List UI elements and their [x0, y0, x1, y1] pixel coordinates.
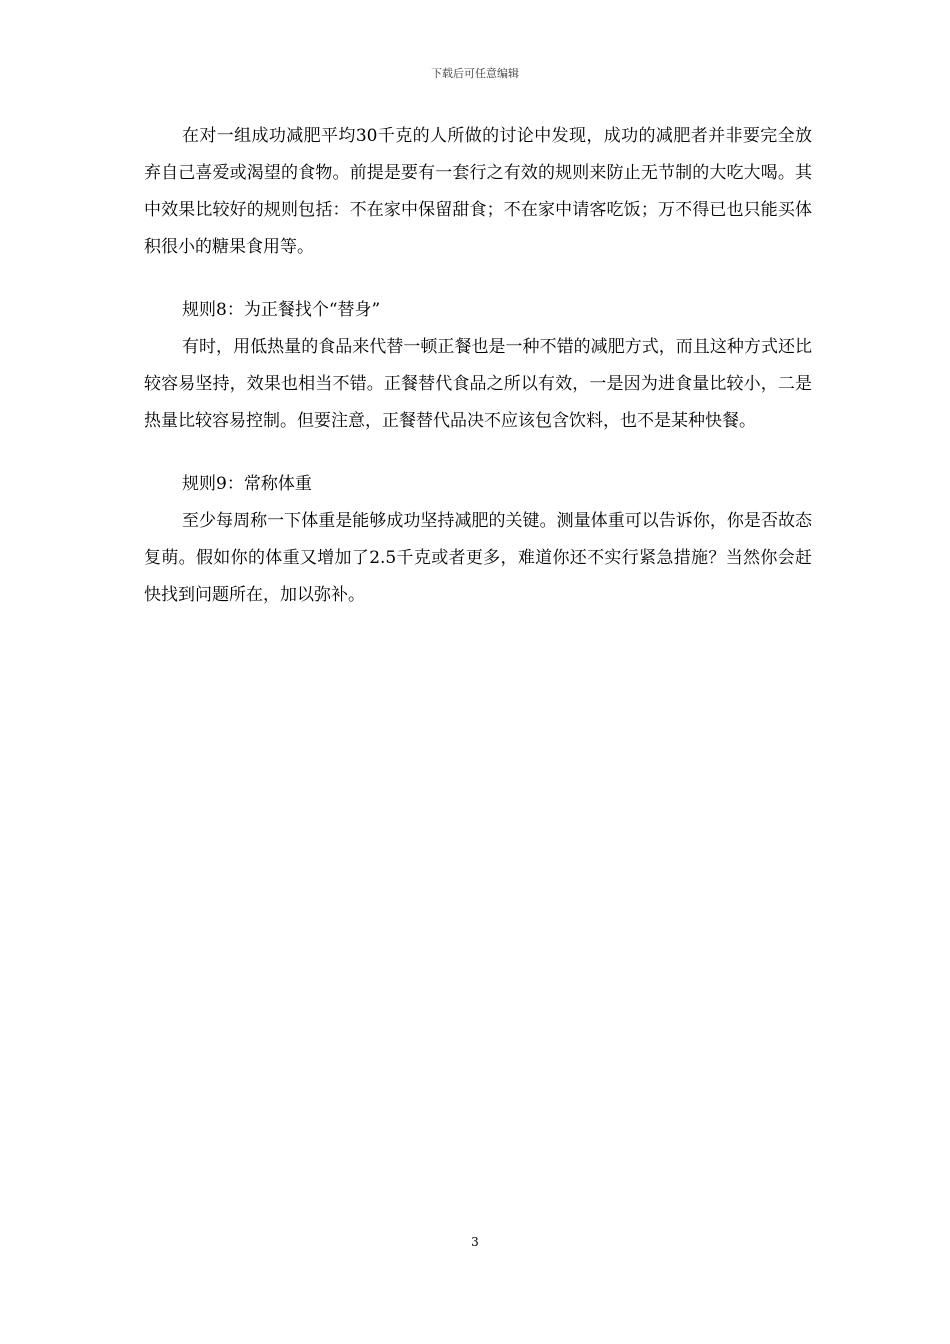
rule-8-heading: 规则8：为正餐找个“替身” — [182, 300, 381, 320]
paragraph-spacer — [144, 266, 812, 292]
paragraph-spacer — [144, 440, 812, 466]
rule-9-heading: 规则9：常称体重 — [182, 474, 312, 494]
page-header: 下载后可任意编辑 — [431, 67, 519, 80]
rule-8-paragraph: 有时，用低热量的食品来代替一顿正餐也是一种不错的减肥方式，而且这种方式还比较容易坚持，效果也相当不错。正餐替代食品之所以有效，一是因为进食量比较小，二是热量比较容易控制。但要注意，正餐替代品决不应该包含饮料，也不是某种快餐。 — [144, 337, 812, 431]
paragraph-intro: 在对一组成功减肥平均30千克的人所做的讨论中发现，成功的减肥者并非要完全放弃自己喜爱或渴望的食物。前提是要有一套行之有效的规则来防止无节制的大吃大喝。其中效果比较好的规则包括：不在家中保留甜食；不在家中请客吃饭；万不得已也只能买体积很小的糖果食用等。 — [144, 126, 812, 257]
rule-9-paragraph: 至少每周称一下体重是能够成功坚持减肥的关键。测量体重可以告诉你，你是否故态复萌。假如你的体重又增加了2.5千克或者更多，难道你还不实行紧急措施？当然你会赶快找到问题所在，加以弥补。 — [144, 511, 812, 605]
document-body — [144, 118, 812, 614]
page-number: 3 — [471, 1235, 479, 1249]
